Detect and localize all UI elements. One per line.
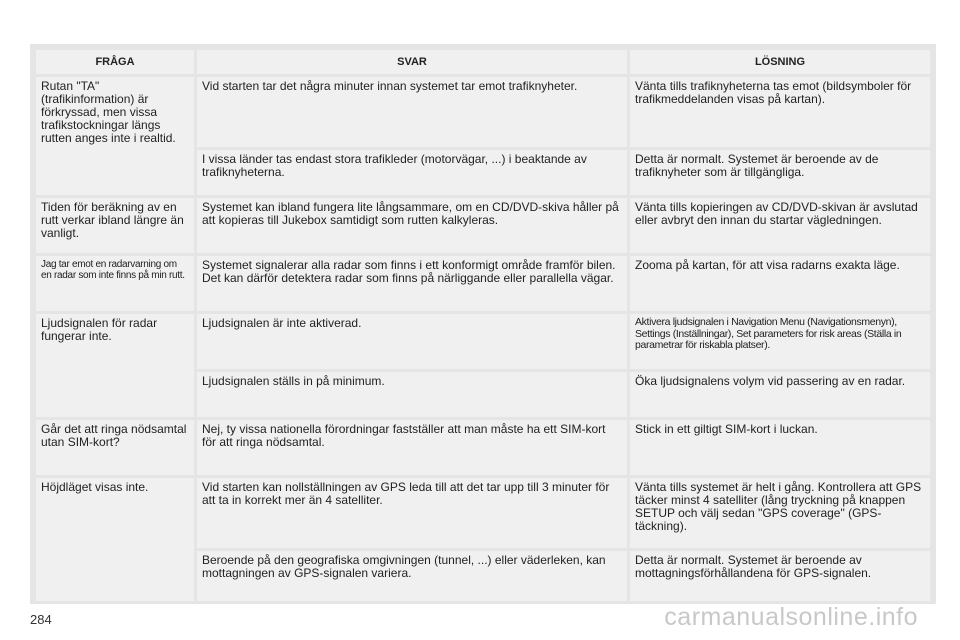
- table-row: [36, 314, 930, 369]
- page-number: 284: [30, 612, 52, 627]
- solution-cell: Vänta tills kopieringen av CD/DVD-skivan är avslutad eller avbryt den innan du startar vägledningen.: [630, 198, 930, 253]
- question-cell: Höjdläget visas inte.: [36, 478, 194, 601]
- table-row: [36, 478, 930, 548]
- answer-cell: Ljudsignalen är inte aktiverad.: [197, 314, 627, 369]
- watermark: carmanualsonline.info: [664, 603, 918, 631]
- solution-cell: Stick in ett giltigt SIM-kort i luckan.: [630, 420, 930, 475]
- question-cell: Går det att ringa nödsamtal utan SIM-kort?: [36, 420, 194, 475]
- solution-cell: Vänta tills systemet är helt i gång. Kontrollera att GPS täcker minst 4 satelliter (lång tryckning på knappen SETUP och välj sedan "GPS coverage" (GPS-täckning).: [630, 478, 930, 548]
- header-solution: LÖSNING: [630, 50, 930, 74]
- solution-cell: Detta är normalt. Systemet är beroende av de trafiknyheter som är tillgängliga.: [630, 150, 930, 195]
- solution-cell: Detta är normalt. Systemet är beroende av mottagningsförhållandena för GPS-signalen.: [630, 551, 930, 601]
- answer-cell: Vid starten kan nollställningen av GPS leda till att det tar upp till 3 minuter för att ta in korrekt mer än 4 satelliter.: [197, 478, 627, 548]
- question-cell: Rutan "TA" (trafikinformation) är förkryssad, men vissa trafikstockningar längs rutten anges inte i realtid.: [36, 77, 194, 195]
- answer-cell: Systemet signalerar alla radar som finns i ett konformigt område framför bilen. Det kan därför detektera radar som finns på närliggande eller parallella vägar.: [197, 256, 627, 311]
- table-row: [36, 77, 930, 147]
- answer-cell: Ljudsignalen ställs in på minimum.: [197, 372, 627, 417]
- header-answer: SVAR: [197, 50, 627, 74]
- faq-table-container: [30, 44, 936, 604]
- solution-cell: Zooma på kartan, för att visa radarns exakta läge.: [630, 256, 930, 311]
- answer-cell: I vissa länder tas endast stora trafikleder (motorvägar, ...) i beaktande av trafiknyheterna.: [197, 150, 627, 195]
- answer-cell: Vid starten tar det några minuter innan systemet tar emot trafiknyheter.: [197, 77, 627, 147]
- table-header-row: [36, 50, 930, 74]
- solution-cell: Öka ljudsignalens volym vid passering av en radar.: [630, 372, 930, 417]
- question-cell: Ljudsignalen för radar fungerar inte.: [36, 314, 194, 417]
- answer-cell: Systemet kan ibland fungera lite långsammare, om en CD/DVD-skiva håller på att kopieras till Jukebox samtidigt som rutten kalkyleras.: [197, 198, 627, 253]
- question-cell: Jag tar emot en radarvarning om en radar som inte finns på min rutt.: [36, 256, 194, 311]
- faq-table: [33, 47, 933, 604]
- answer-cell: Beroende på den geografiska omgivningen (tunnel, ...) eller väderleken, kan mottagningen av GPS-signalen variera.: [197, 551, 627, 601]
- table-row: [36, 198, 930, 253]
- question-cell: Tiden för beräkning av en rutt verkar ibland längre än vanligt.: [36, 198, 194, 253]
- table-row: [36, 256, 930, 311]
- solution-cell: Vänta tills trafiknyheterna tas emot (bildsymboler för trafikmeddelanden visas på kartan).: [630, 77, 930, 147]
- table-row: [36, 420, 930, 475]
- solution-cell: Aktivera ljudsignalen i Navigation Menu (Navigationsmenyn), Settings (Inställningar), Set parameters for risk areas (Ställa in parametrar för riskabla platser).: [630, 314, 930, 369]
- answer-cell: Nej, ty vissa nationella förordningar fastställer att man måste ha ett SIM-kort för att ringa nödsamtal.: [197, 420, 627, 475]
- header-question: FRÅGA: [36, 50, 194, 74]
